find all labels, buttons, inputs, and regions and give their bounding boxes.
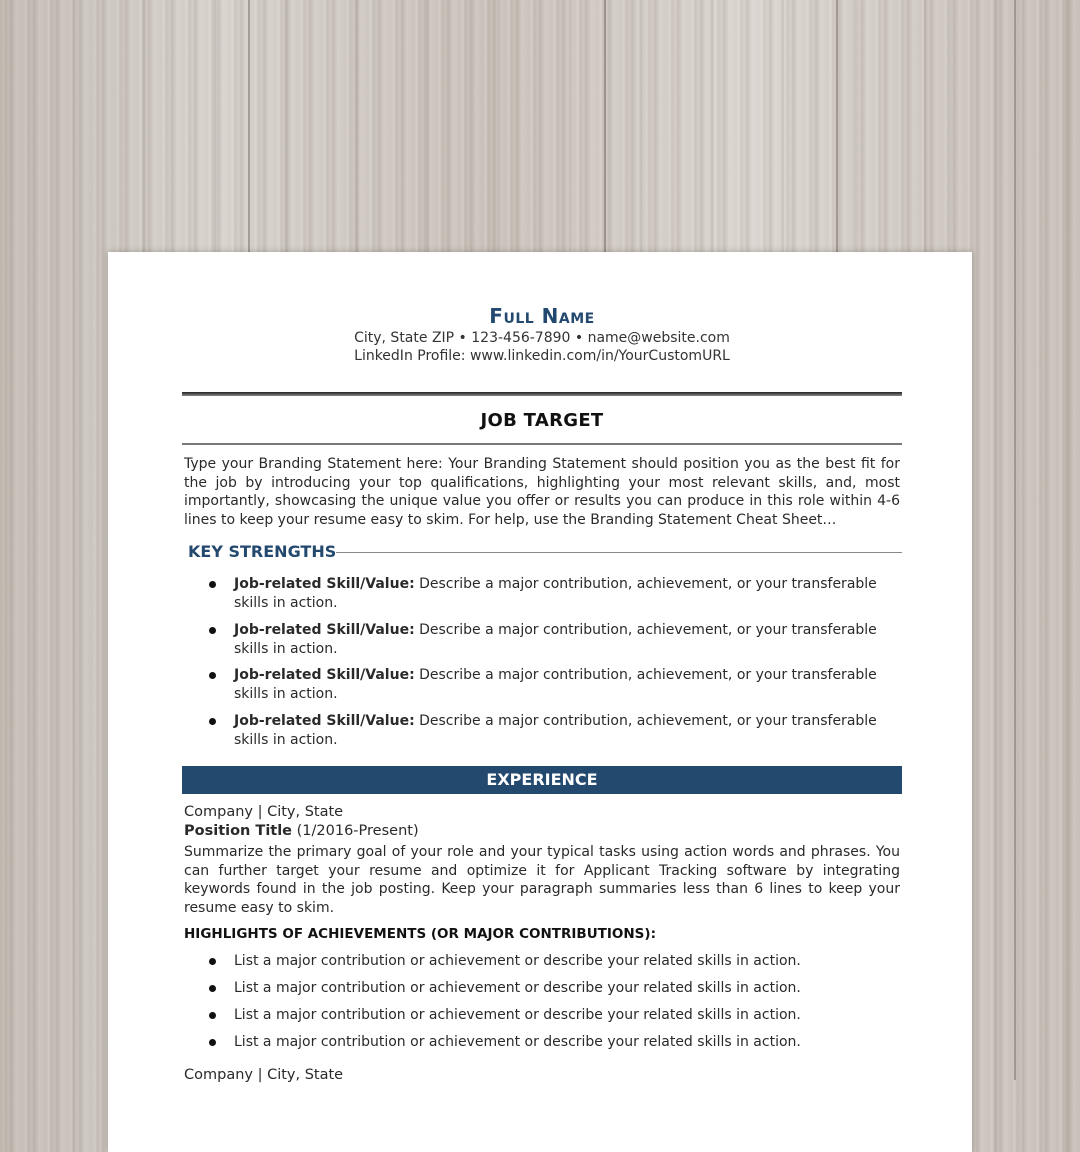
strength-text: Describe a major contribution, achievement, or your transferable skills in action. <box>234 622 877 657</box>
position-summary: Summarize the primary goal of your role and your typical tasks using action words and phrases. You can further target your resume and optimize it for Applicant Tracking software by integrating keywords found in the job posting. Keep your paragraph summaries less than 6 lines to keep your resume easy to skim. <box>184 844 900 916</box>
bullet-dot-icon <box>209 985 216 992</box>
experience-banner <box>182 766 902 794</box>
strength-text: Describe a major contribution, achievement, or your transferable skills in action. <box>234 576 877 611</box>
job-target-heading: JOB TARGET <box>480 410 604 431</box>
bullet-dot-icon <box>209 1039 216 1046</box>
highlight-text: List a major contribution or achievement or describe your related skills in action. <box>234 953 801 969</box>
position-line <box>184 823 419 839</box>
highlight-text: List a major contribution or achievement or describe your related skills in action. <box>234 1034 801 1050</box>
strength-text: Describe a major contribution, achievement, or your transferable skills in action. <box>234 713 877 748</box>
bullet-dot-icon <box>209 672 216 679</box>
strength-text: Describe a major contribution, achievement, or your transferable skills in action. <box>234 667 877 702</box>
highlights-heading: HIGHLIGHTS OF ACHIEVEMENTS (OR MAJOR CONTRIBUTIONS): <box>184 926 656 942</box>
full-name: Full Name <box>489 304 595 328</box>
bullet-dot-icon <box>209 627 216 634</box>
bullet-dot-icon <box>209 718 216 725</box>
header-divider <box>182 392 902 396</box>
bullet-dot-icon <box>209 958 216 965</box>
position-dates: (1/2016-Present) <box>292 823 419 839</box>
strength-label: Job-related Skill/Value: <box>234 713 415 729</box>
branding-statement: Type your Branding Statement here: Your Branding Statement should position you as the best fit for the job by introducing your top qualifications, highlighting your most relevant skills, and, most importantly, showcasing the unique value you offer or results you can produce in this role within 4-6 lines to keep your resume easy to skim. For help, use the Branding Statement Cheat Sheet… <box>184 456 900 528</box>
strength-label: Job-related Skill/Value: <box>234 576 415 592</box>
experience-heading: EXPERIENCE <box>486 770 598 789</box>
company-line: Company | City, State <box>184 1067 344 1083</box>
bullet-dot-icon <box>209 581 216 588</box>
wood-board-seam <box>1014 0 1016 1080</box>
key-strengths-rule <box>336 552 902 553</box>
strength-label: Job-related Skill/Value: <box>234 622 415 638</box>
company-line: Company | City, State <box>184 804 344 820</box>
strength-label: Job-related Skill/Value: <box>234 667 415 683</box>
highlight-text: List a major contribution or achievement or describe your related skills in action. <box>234 980 801 996</box>
bullet-dot-icon <box>209 1012 216 1019</box>
highlight-text: List a major contribution or achievement or describe your related skills in action. <box>234 1007 801 1023</box>
key-strengths-heading: KEY STRENGTHS <box>188 542 337 561</box>
linkedin-line: LinkedIn Profile: www.linkedin.com/in/YourCustomURL <box>354 348 730 364</box>
job-target-divider <box>182 443 902 445</box>
position-title: Position Title <box>184 823 293 839</box>
contact-line: City, State ZIP • 123-456-7890 • name@website.com <box>354 330 730 346</box>
resume-page <box>108 252 972 1152</box>
